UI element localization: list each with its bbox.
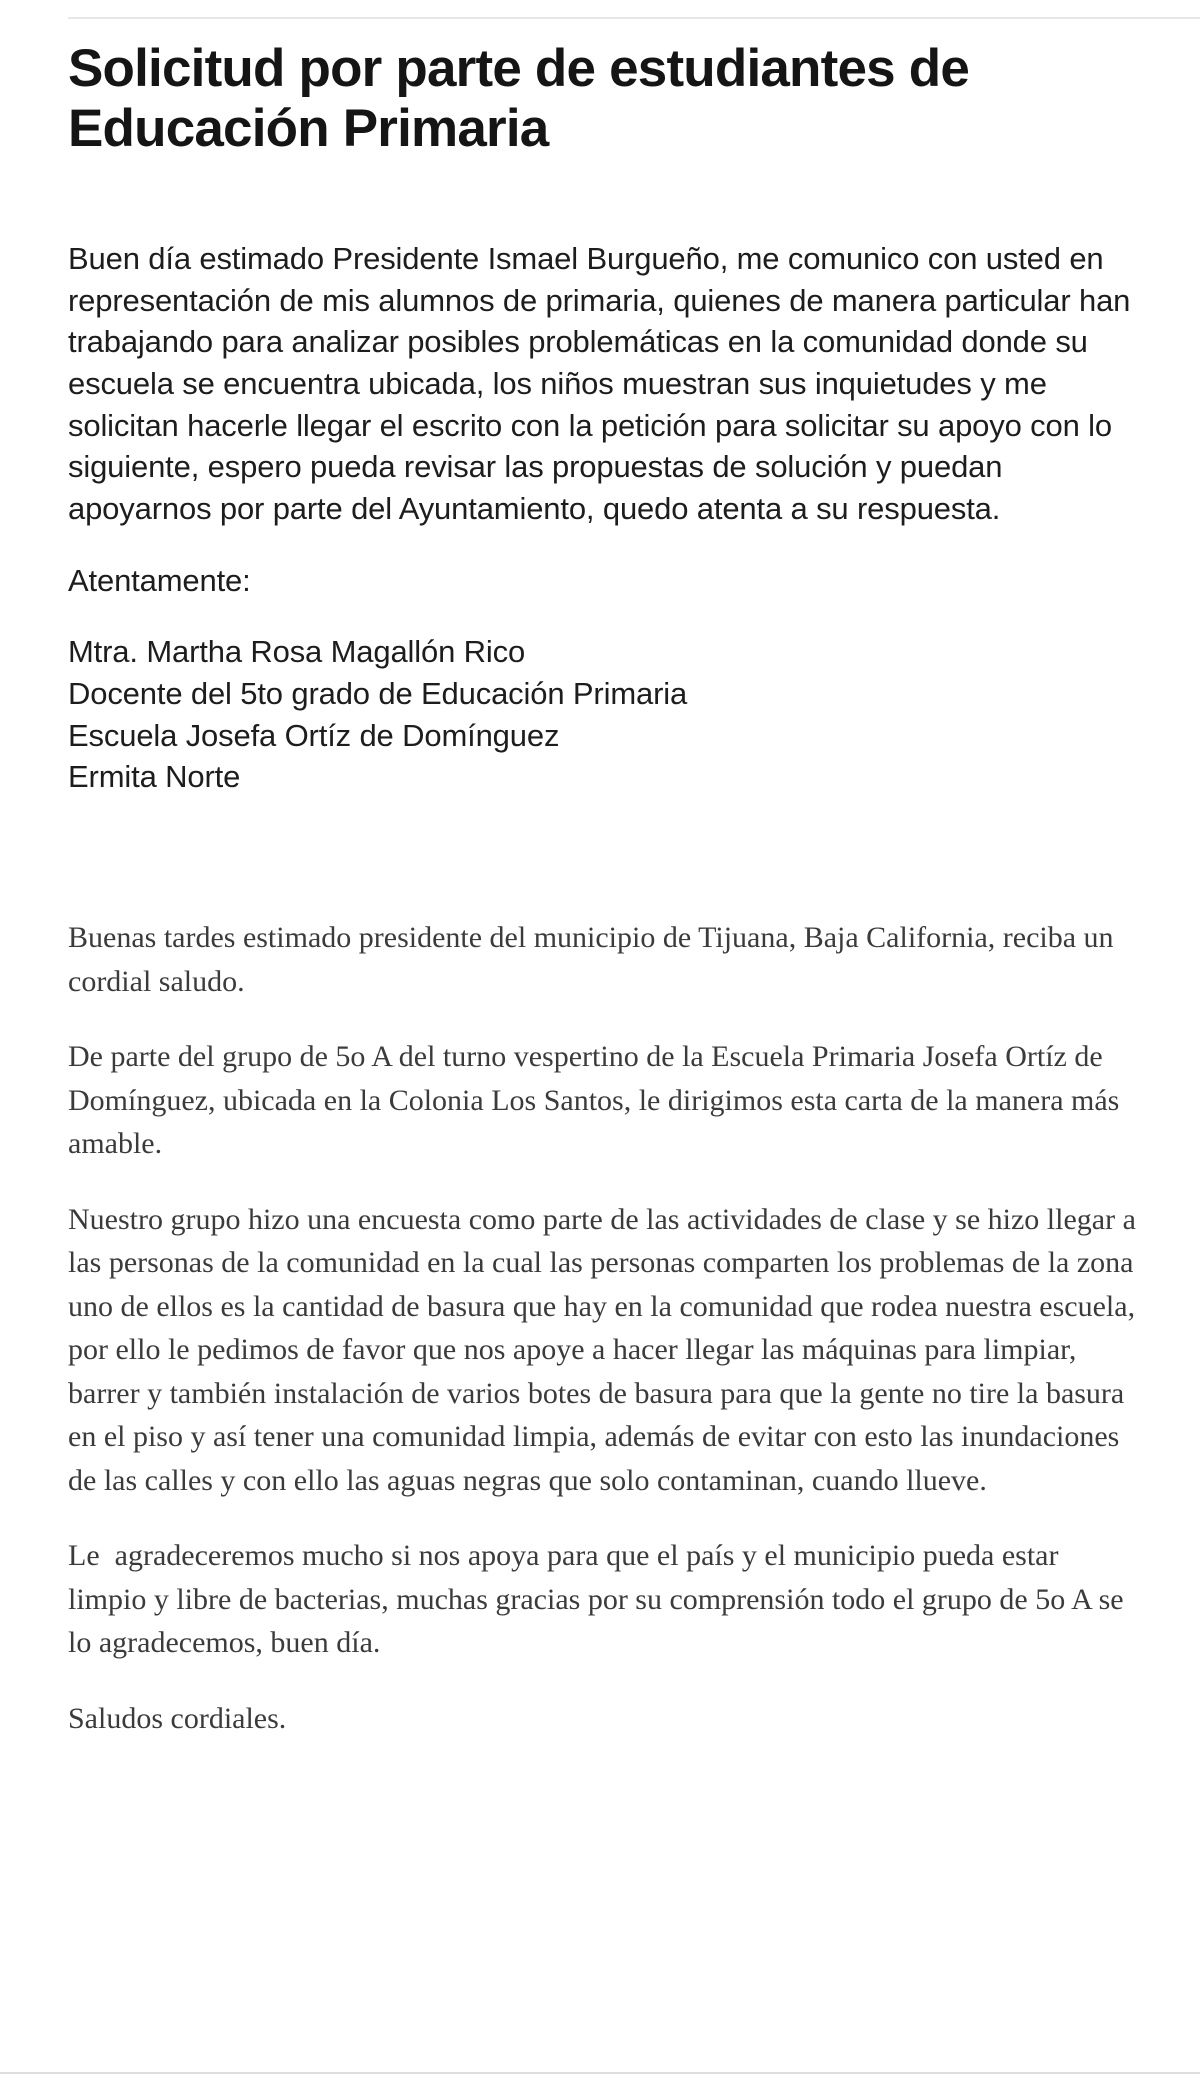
signature-location: Ermita Norte [68,759,241,795]
bottom-divider [0,2072,1200,2074]
letter-body-paragraph: Buen día estimado Presidente Ismael Burgueño, me comunico con usted en representación de mis alumnos de primaria, quienes de manera particular han trabajando para analizar posibles problemáticas en la comunidad donde su escuela se encuentra ubicada, los niños muestran sus inquietudes y me solicitan hacerle llegar el escrito con la petición para solicitar su apoyo con lo siguiente, espero pueda revisar las propuestas de solución y puedan apoyarnos por parte del Ayuntamiento, quedo atenta a su respuesta. [68,240,1131,526]
signature-school: Escuela Josefa Ortíz de Domínguez [68,717,560,753]
document-content [68,17,1144,1740]
signature-block [68,631,1136,798]
serif-paragraph-2: De parte del grupo de 5o A del turno vespertino de la Escuela Primaria Josefa Ortíz de Domínguez, ubicada en la Colonia Los Santos, le dirigimos esta carta de la manera más amable. [68,1040,1127,1161]
signature-role: Docente del 5to grado de Educación Primaria [68,676,688,711]
serif-paragraph-3: Nuestro grupo hizo una encuesta como parte de las actividades de clase y se hizo llegar a las personas de la comunidad en la cual las personas comparten los problemas de la zona uno de ellos es la cantidad de basura que hay en la comunidad que rodea nuestra escuela, por ello le pedimos de favor que nos apoye a hacer llegar las máquinas para limpiar, barrer y también instalación de varios botes de basura para que la gente no tire la basura en el piso y así tener una comunidad limpia, además de evitar con esto las inundaciones de las calles y con ello las aguas negras que solo contaminan, cuando llueve. [68,1202,1144,1497]
letter-closing: Atentamente: [68,562,251,598]
serif-paragraph-1: Buenas tardes estimado presidente del municipio de Tijuana, Baja California, reciba un cordial saludo. [68,921,1122,998]
serif-paragraph-5: Saludos cordiales. [68,1701,287,1735]
serif-paragraph-4: Le agradeceremos mucho si nos apoya para que el país y el municipio pueda estar limpio y libre de bacterias, muchas gracias por su comprensión todo el grupo de 5o A se lo agradecemos, buen día. [68,1539,1132,1660]
signature-name: Mtra. Martha Rosa Magallón Rico [68,634,526,670]
letter-sans-block [68,238,1136,798]
page-title: Solicitud por parte de estudiantes de Educación Primaria [68,39,970,159]
letter-serif-block [68,916,1144,1740]
